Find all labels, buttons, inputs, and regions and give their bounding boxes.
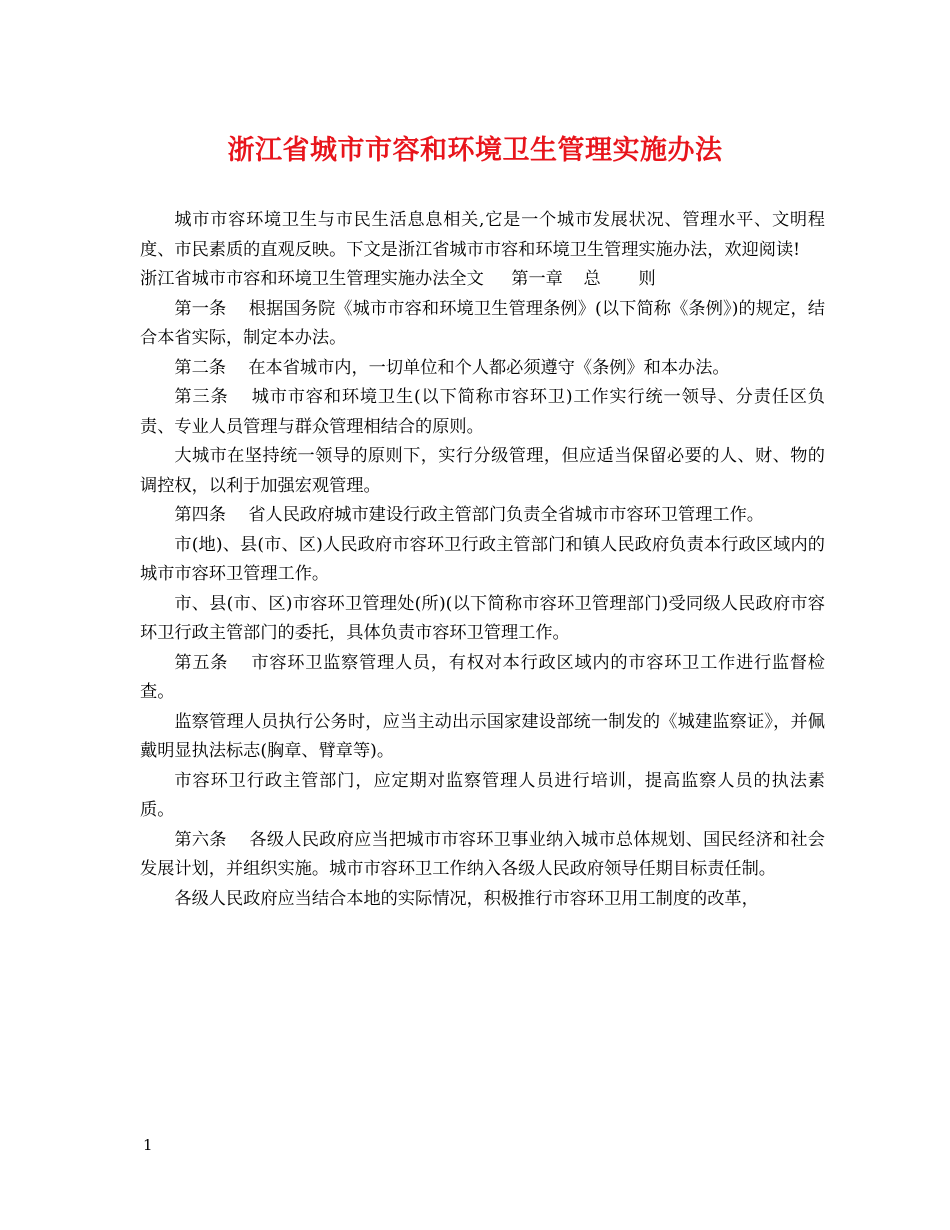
body-paragraph: 各级人民政府应当结合本地的实际情况，积极推行市容环卫用工制度的改革， <box>174 888 759 909</box>
chapter-number: 第一章 <box>511 269 563 289</box>
body-paragraph: 市(地)、县(市、区)人民政府市容环卫行政主管部门和镇人民政府负责本行政区域内的城市市容环卫管理工作。 <box>140 534 825 584</box>
article-paragraph <box>140 295 825 354</box>
article-paragraph <box>140 501 825 531</box>
full-text-label: 浙江省城市市容和环境卫生管理实施办法全文 <box>140 269 484 289</box>
article-paragraph <box>140 649 825 708</box>
article-paragraph <box>140 826 825 885</box>
body-paragraph: 监察管理人员执行公务时，应当主动出示国家建设部统一制发的《城建监察证》，并佩戴明显执法标志(胸章、臂章等)。 <box>140 711 825 761</box>
chapter-heading-line <box>140 265 825 295</box>
chapter-title-char-1: 总 <box>583 269 601 289</box>
article-paragraph <box>140 354 825 384</box>
body-paragraph: 市、县(市、区)市容环卫管理处(所)(以下简称市容环卫管理部门)受同级人民政府市容环卫行政主管部门的委托，具体负责市容环卫管理工作。 <box>140 593 825 643</box>
page-number: 1 <box>143 1136 153 1154</box>
intro-paragraph: 城市市容环境卫生与市民生活息息相关,它是一个城市发展状况、管理水平、文明程度、市民素质的直观反映。下文是浙江省城市市容和环境卫生管理实施办法，欢迎阅读! <box>140 210 825 260</box>
article-label: 第二条 <box>174 357 226 378</box>
body-paragraph: 市容环卫行政主管部门，应定期对监察管理人员进行培训，提高监察人员的执法素质。 <box>140 770 825 820</box>
document-title: 浙江省城市市容和环境卫生管理实施办法 <box>227 135 723 166</box>
article-text: 在本省城市内，一切单位和个人都必须遵守《条例》和本办法。 <box>248 357 730 378</box>
article-text: 城市市容和环境卫生(以下简称市容环卫)工作实行统一领导、分责任区负责、专业人员管理与群众管理相结合的原则。 <box>140 387 825 437</box>
article-label: 第三条 <box>174 387 229 407</box>
article-label: 第五条 <box>174 652 229 673</box>
document-body <box>140 206 825 914</box>
article-text: 省人民政府城市建设行政主管部门负责全省城市市容环卫管理工作。 <box>248 505 764 525</box>
article-text: 根据国务院《城市市容和环境卫生管理条例》(以下简称《条例》)的规定，结合本省实际，制定本办法。 <box>140 298 825 348</box>
body-paragraph: 大城市在坚持统一领导的原则下，实行分级管理，但应适当保留必要的人、财、物的调控权，以利于加强宏观管理。 <box>140 446 825 496</box>
article-label: 第四条 <box>174 505 226 525</box>
article-text: 市容环卫监察管理人员，有权对本行政区域内的市容环卫工作进行监督检查。 <box>140 652 825 702</box>
chapter-title-char-2: 则 <box>638 269 656 289</box>
article-label: 第六条 <box>174 829 227 850</box>
article-text: 各级人民政府应当把城市市容环卫事业纳入城市总体规划、国民经济和社会发展计划，并组织实施。城市市容环卫工作纳入各级人民政府领导任期目标责任制。 <box>140 829 825 879</box>
article-paragraph <box>140 383 825 442</box>
article-label: 第一条 <box>174 298 227 319</box>
